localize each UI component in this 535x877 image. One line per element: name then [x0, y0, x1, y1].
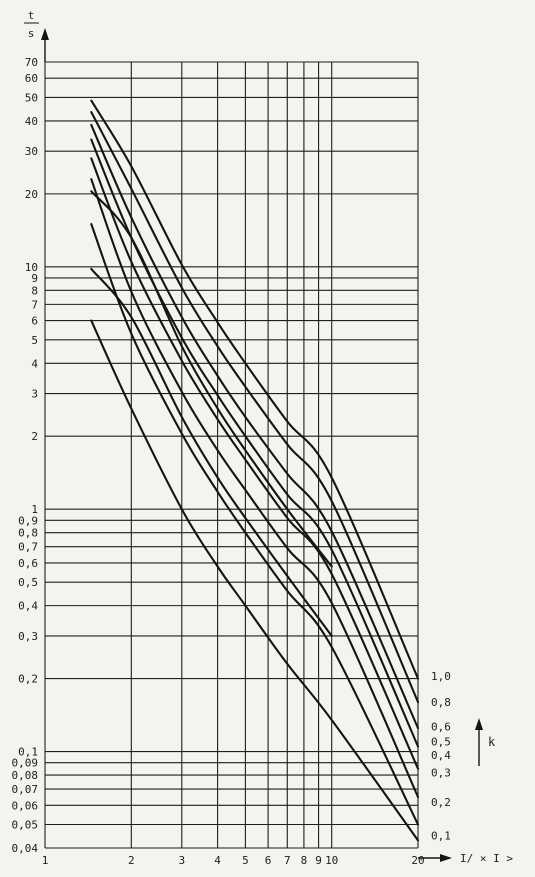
k-arrowhead — [475, 718, 483, 730]
k-label-1,0: 1,0 — [431, 669, 451, 683]
y-tick-label-20: 20 — [24, 187, 38, 201]
x-tick-label-5: 5 — [242, 854, 249, 867]
y-tick-label-0,9: 0,9 — [18, 514, 38, 528]
y-tick-label-0,04: 0,04 — [11, 842, 38, 855]
y-tick-label-70: 70 — [24, 56, 38, 69]
y-tick-label-0,07: 0,07 — [11, 783, 38, 797]
horizontal-grid-lines — [45, 62, 418, 848]
x-tick-label-8: 8 — [300, 854, 308, 867]
k-label-0,3: 0,3 — [431, 766, 451, 780]
y-tick-label-9: 9 — [31, 271, 38, 285]
k-label-0,8: 0,8 — [431, 696, 451, 710]
curve-k-0,3 — [91, 179, 418, 797]
y-tick-label-0,7: 0,7 — [18, 540, 38, 554]
curve-k-0,2 — [91, 224, 418, 824]
x-tick-labels — [42, 854, 425, 867]
x-tick-label-6: 6 — [264, 854, 272, 867]
k-label-0,2: 0,2 — [431, 795, 451, 809]
y-tick-label-60: 60 — [24, 72, 38, 86]
y-tick-label-4: 4 — [31, 357, 38, 371]
y-axis-arrowhead — [41, 28, 49, 40]
y-tick-label-0,5: 0,5 — [18, 576, 38, 590]
k-label-0,5: 0,5 — [431, 735, 451, 749]
x-tick-label-10: 10 — [325, 854, 339, 867]
x-tick-label-9: 9 — [315, 854, 322, 867]
k-label-0,4: 0,4 — [431, 748, 451, 762]
x-tick-label-3: 3 — [178, 854, 186, 867]
x-tick-label-20: 20 — [411, 854, 425, 867]
x-tick-label-4: 4 — [214, 854, 221, 867]
k-label-0,6: 0,6 — [431, 720, 451, 734]
y-tick-label-0,6: 0,6 — [18, 556, 38, 570]
y-tick-label-0,1: 0,1 — [18, 745, 38, 759]
curve-k-1,0 — [91, 101, 418, 679]
x-tick-label-2: 2 — [127, 854, 135, 867]
y-tick-label-40: 40 — [24, 114, 38, 128]
x-tick-label-1: 1 — [41, 854, 49, 867]
vertical-grid-lines — [45, 62, 418, 848]
y-tick-label-5: 5 — [31, 333, 38, 347]
y-tick-label-3: 3 — [31, 387, 38, 401]
y-tick-label-30: 30 — [24, 145, 38, 159]
y-tick-label-0,2: 0,2 — [18, 672, 38, 686]
y-tick-label-0,08: 0,08 — [11, 769, 38, 783]
y-tick-label-10: 10 — [24, 260, 38, 274]
x-axis-label: I/ × I > — [460, 852, 513, 865]
k-label-0,1: 0,1 — [431, 829, 451, 843]
y-tick-label-0,09: 0,09 — [11, 756, 38, 770]
y-tick-label-2: 2 — [31, 430, 38, 444]
y-tick-label-6: 6 — [31, 314, 38, 328]
curves-group — [91, 101, 418, 841]
y-unit-denominator: s — [27, 27, 35, 40]
k-axis-label: k — [488, 735, 496, 749]
x-tick-label-7: 7 — [283, 854, 291, 867]
y-tick-label-7: 7 — [31, 298, 38, 312]
y-tick-label-0,05: 0,05 — [11, 818, 38, 832]
y-tick-label-0,8: 0,8 — [18, 526, 38, 540]
y-tick-label-1: 1 — [31, 503, 38, 517]
y-tick-label-8: 8 — [31, 284, 38, 298]
k-labels — [431, 670, 451, 843]
y-tick-label-0,3: 0,3 — [18, 629, 38, 643]
y-tick-labels — [12, 56, 39, 855]
curve-extra-1 — [91, 191, 331, 566]
y-tick-label-0,06: 0,06 — [11, 799, 38, 813]
y-unit-numerator: t — [27, 9, 35, 22]
y-tick-label-0,4: 0,4 — [18, 599, 38, 613]
x-axis-arrowhead — [440, 854, 452, 862]
y-tick-label-50: 50 — [24, 91, 38, 105]
